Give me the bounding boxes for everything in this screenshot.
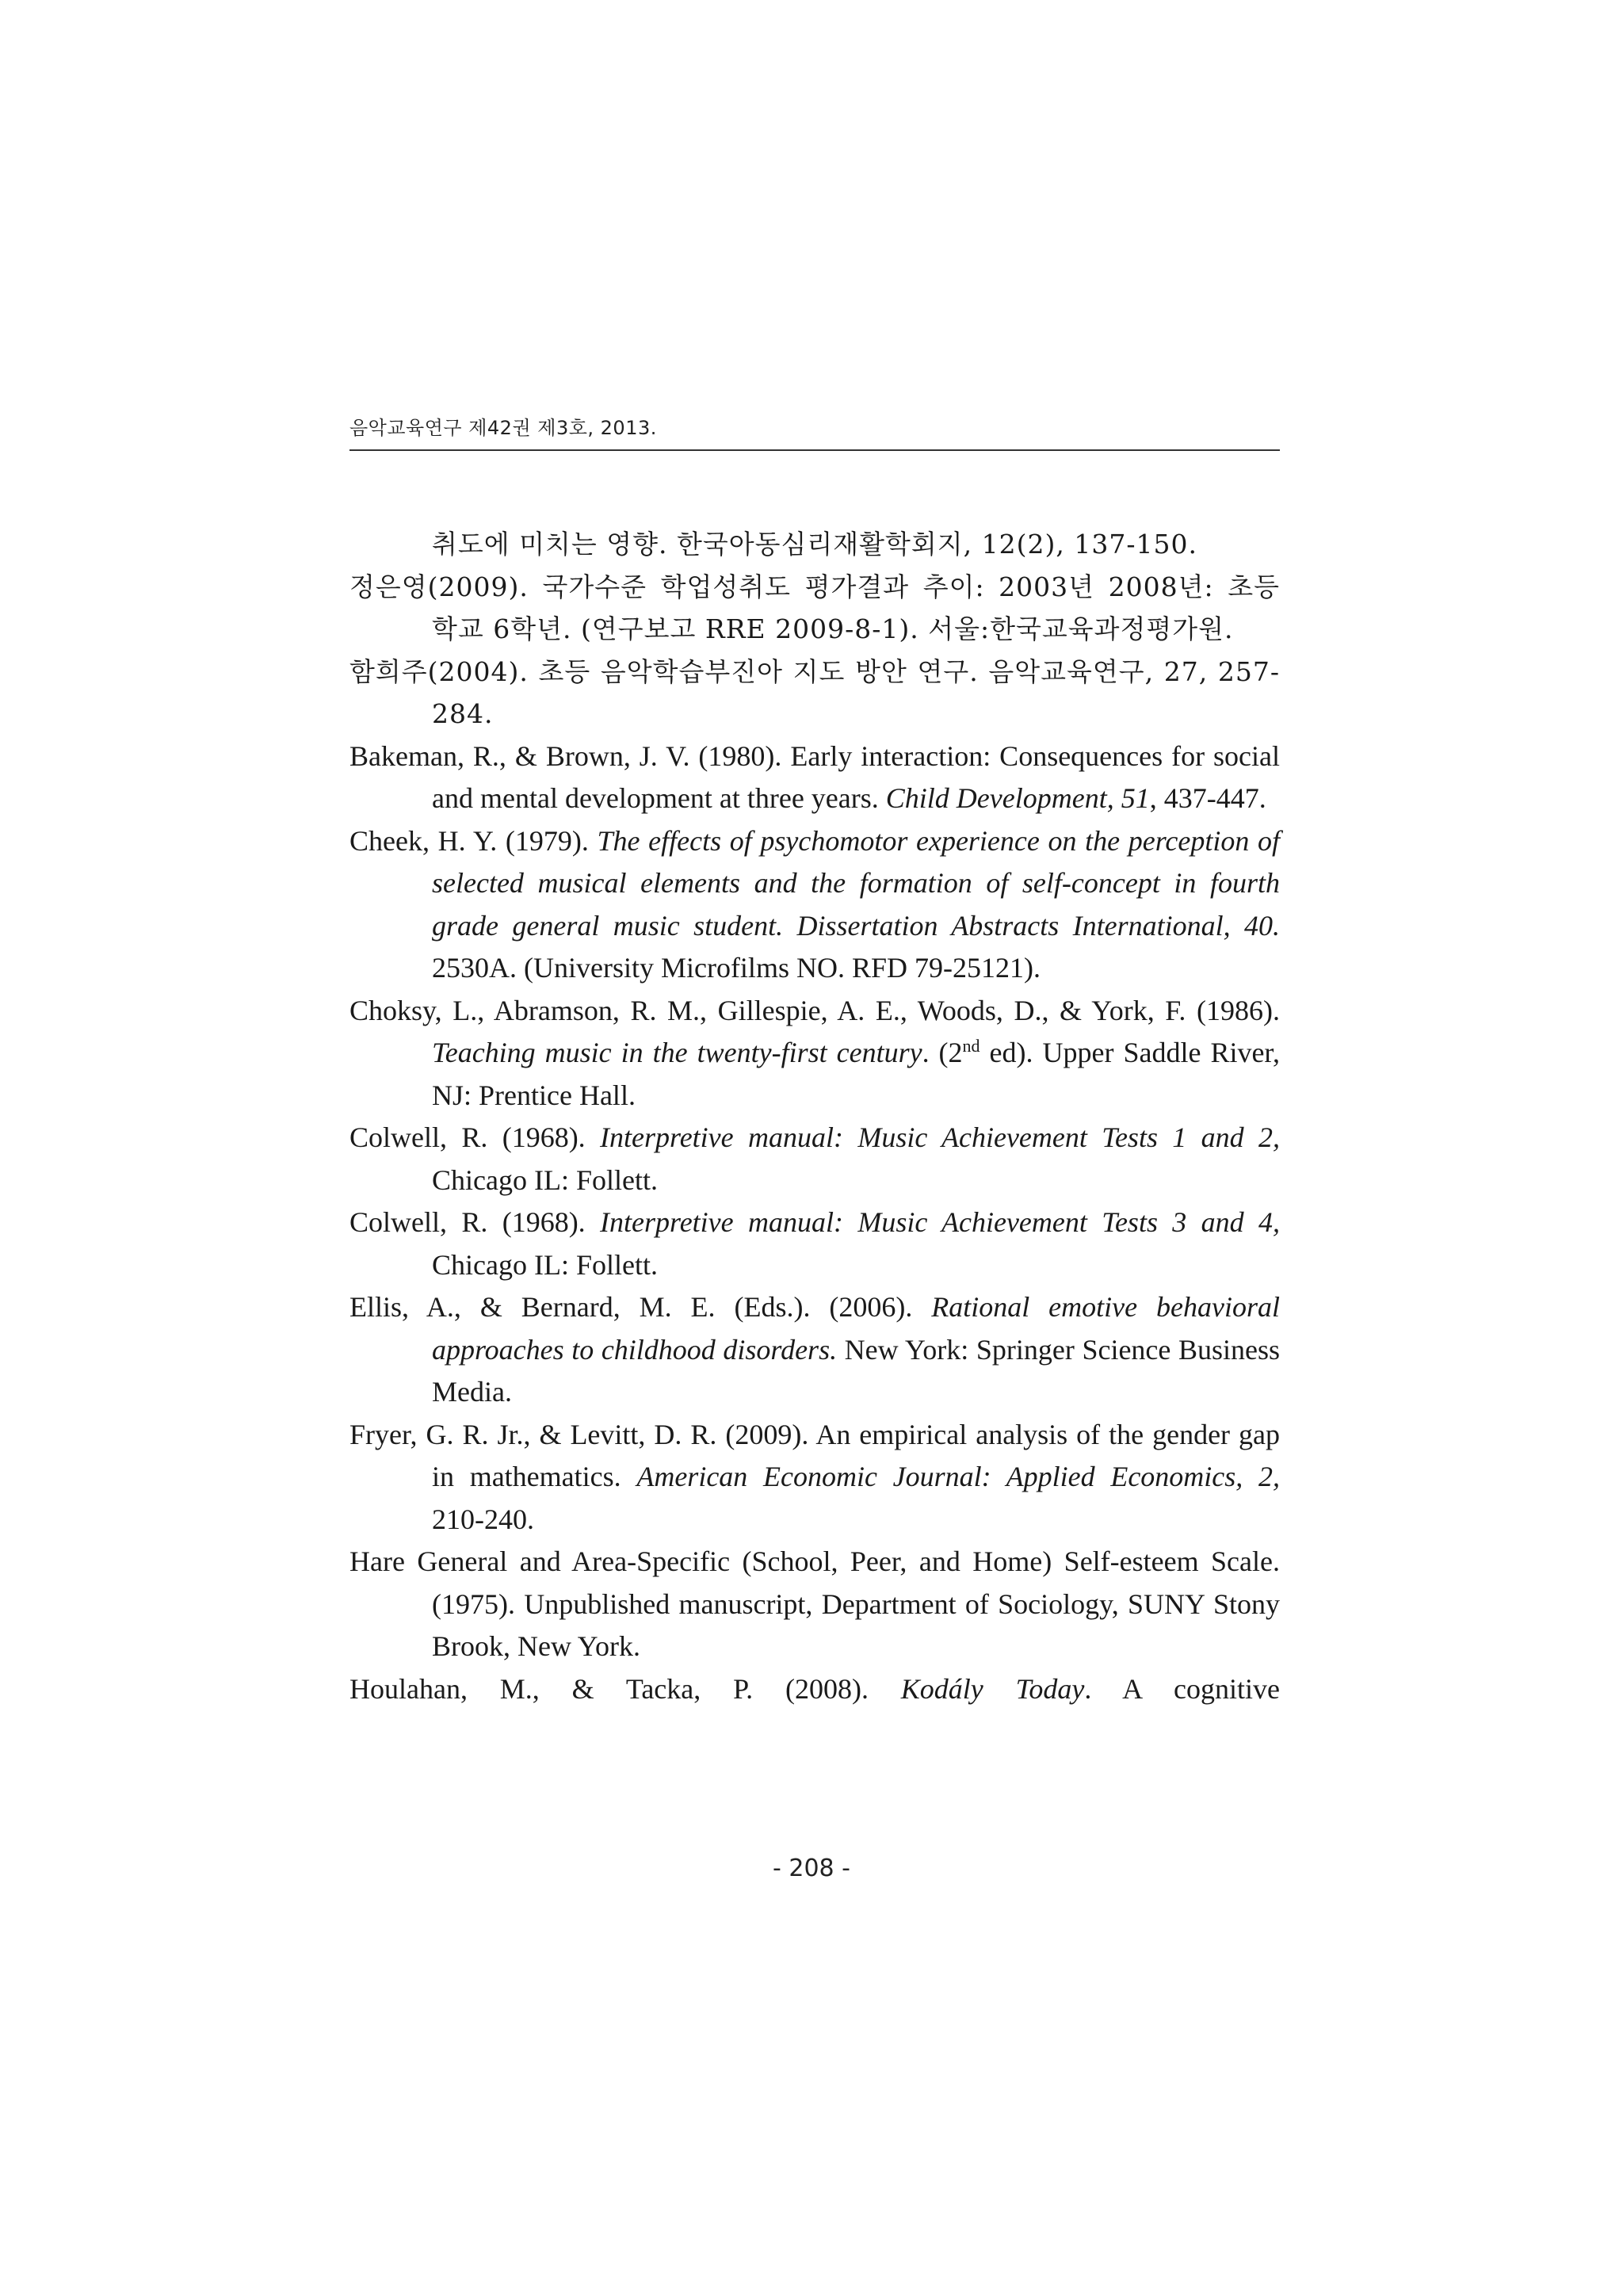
reference-list [349,523,1280,1710]
reference-entry-colwell-1968-a [349,1117,1280,1201]
reference-entry-choksy-1986 [349,990,1280,1117]
reference-text: New York: Springer Science Business Media. [432,1333,1280,1408]
reference-continuation: 취도에 미치는 영향. 한국아동심리재활학회지, 12(2), 137-150. [432,529,1197,560]
reference-text: Colwell, R. (1968). [349,1121,601,1153]
reference-text: ed). Upper Saddle River, NJ: Prentice Hall. [432,1037,1280,1111]
reference-source: Teaching music in the twenty-first century [432,1037,922,1068]
reference-text: 2530A. (University Microfilms NO. RFD 79-25121). [432,952,1041,984]
header-rule [349,449,1280,451]
reference-text: Fryer, G. R. Jr., & Levitt, D. R. (2009). An empirical analysis of the gender gap in mathematics. [349,1418,1280,1492]
reference-text: Hare General and Area-Specific (School, Peer, and Home) Self-esteem Scale. (1975). Unpublished manuscript, Department of Sociology, SUNY Stony Brook, New York. [349,1545,1280,1662]
reference-source: Child Development, 51 [885,782,1150,814]
reference-entry-colwell-1968-b [349,1201,1280,1286]
reference-source: The effects of psychomotor experience on the perception of selected musical elements and the formation of self-concept in fourth grade general music student. Dissertation Abstracts International, 40. [432,824,1280,942]
reference-entry-fryer-2009 [349,1414,1280,1541]
reference-text: . (2 [922,1037,963,1068]
reference-source: Interpretive manual: Music Achievement Tests 1 and 2, [600,1121,1281,1153]
reference-source: Interpretive manual: Music Achievement Tests 3 and 4, [600,1206,1281,1238]
reference-text: , 437-447. [1149,782,1266,814]
reference-text: Chicago IL: Follett. [432,1163,658,1196]
reference-text: Cheek, H. Y. (1979). [349,824,598,857]
reference-entry-hare-1975 [349,1541,1280,1668]
reference-source: American Economic Journal: Applied Economics, 2, [636,1461,1280,1492]
reference-text: Houlahan, M., & Tacka, P. (2008). [349,1672,901,1705]
reference-text: Choksy, L., Abramson, R. M., Gillespie, A. E., Woods, D., & York, F. (1986). [349,994,1280,1026]
reference-entry-bakeman-1980 [349,735,1280,820]
running-header: 음악교육연구 제42권 제3호, 2013. [349,417,657,439]
reference-text: Colwell, R. (1968). [349,1206,601,1238]
reference-superscript: nd [962,1036,980,1056]
reference-source: Kodály Today [900,1672,1085,1705]
reference-entry-ellis-2006 [349,1286,1280,1414]
reference-text: Bakeman, R., & Brown, J. V. (1980). Early interaction: Consequences for social and mental development at three years. [349,739,1280,814]
page-number: - 208 - [773,1855,850,1882]
reference-text: Ellis, A., & Bernard, M. E. (Eds.). (2006). [349,1291,932,1323]
reference-entry-houlahan-2008 [349,1668,1280,1711]
reference-text: 210-240. [432,1503,534,1535]
reference-source: Rational emotive behavioral approaches to childhood disorders. [432,1291,1281,1366]
reference-entry-cheek-1979 [349,820,1280,990]
reference-text: Chicago IL: Follett. [432,1248,658,1281]
reference-entry-jung-2009: 정은영(2009). 국가수준 학업성취도 평가결과 추이: 2003년 2008년: 초등 학교 6학년. (연구보고 RRE 2009-8-1). 서울:한국교육과정평가원. [349,571,1280,644]
reference-text: . A cognitive [1084,1672,1280,1705]
reference-entry-ham-2004: 함희주(2004). 초등 음악학습부진아 지도 방안 연구. 음악교육연구, 27, 257-284. [349,655,1280,729]
